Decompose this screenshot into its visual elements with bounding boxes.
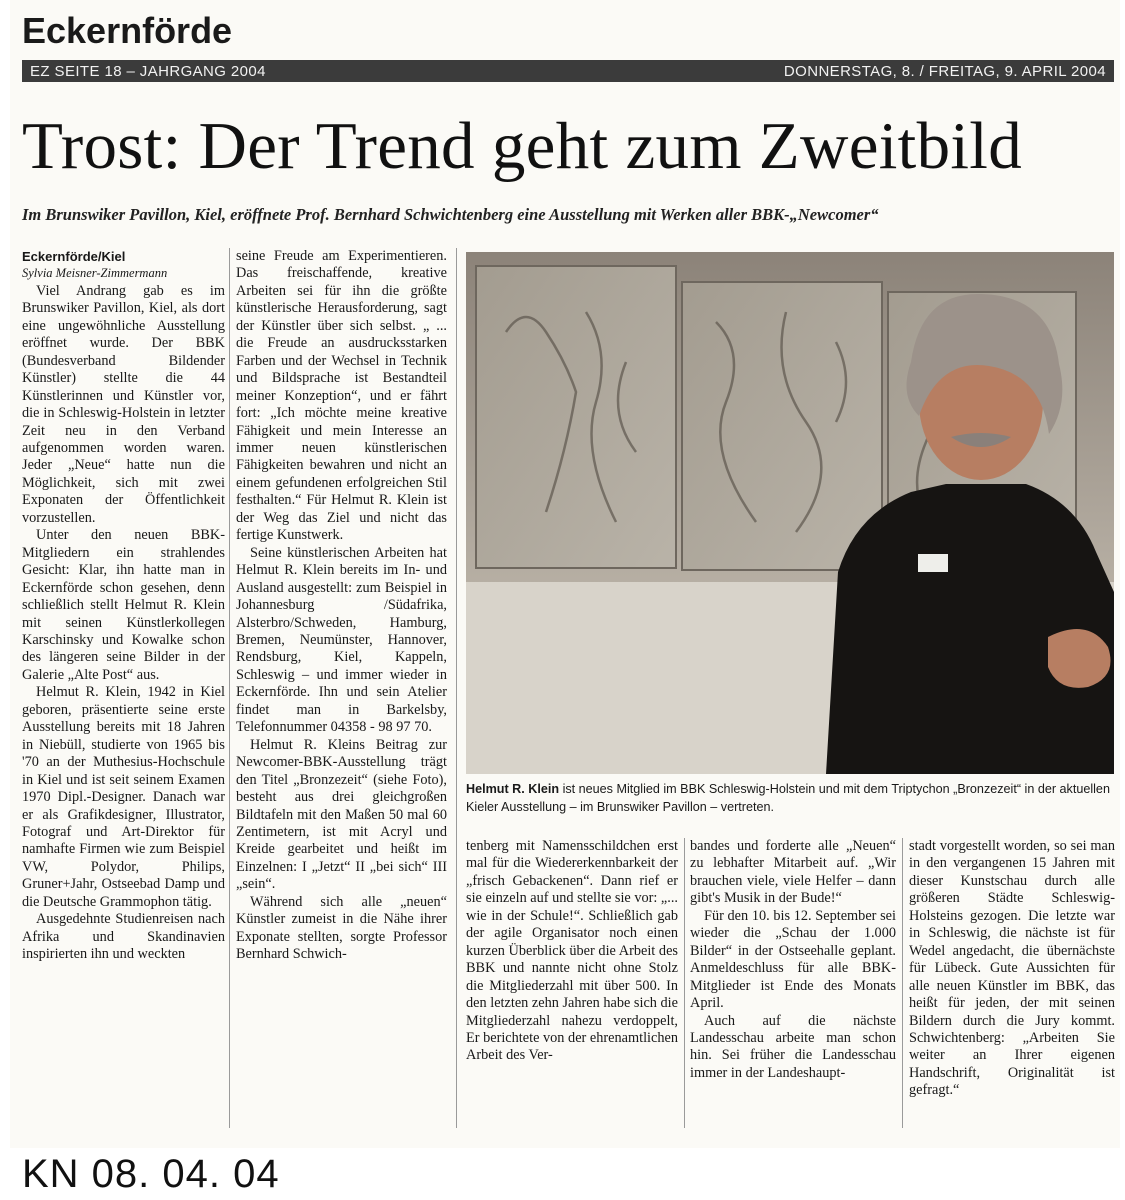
paragraph: Seine künstlerischen Arbeiten hat Helmut R. Klein bereits im In- und Ausland ausgestellt: zum Beispiel in Johannesburg /Südafrika, Alsterbro/Schweden, Hamburg, Bremen, Neumünster, Hannover, Rendsburg, Kiel, Kappeln, Schleswig – und immer wieder in Eckernförde. Ihn und sein Atelier findet man in Barkelsby, Telefonnummer 04358 - 98 97 70.	[236, 544, 447, 736]
issue-info-bar	[22, 60, 1114, 82]
paragraph: Ausgedehnte Studienreisen nach Afrika und Skandinavien inspirierten ihn und weckten	[22, 911, 225, 963]
article-column-2	[236, 248, 447, 964]
column-rule	[229, 248, 230, 1128]
column-rule	[902, 838, 903, 1128]
article-column-3	[466, 838, 678, 1065]
section-title: Eckernförde	[22, 10, 233, 51]
author-byline: Sylvia Meisner-Zimmermann	[22, 266, 168, 281]
paragraph: Helmut R. Klein, 1942 in Kiel geboren, präsentierte seine erste Ausstellung bereits mit 18 Jahren in Niebüll, studierte von 1965 bis '70 an der Muthesius-Hochschule in Kiel und ist seit seinem Examen 1970 Dipl.-Designer. Danach war er als Grafikdesigner, Illustrator, Fotograf und Art-Direktor für namhafte Firmen wie zum Beispiel VW, Polydor, Philips, Gruner+Jahr, Ostseebad Damp und die Deutsche Grammophon tätig.	[22, 684, 225, 910]
paragraph: Unter den neuen BBK-Mitgliedern ein strahlendes Gesicht: Klar, ihn hatte man in Eckernförde schon gesehen, denn schließlich stellt Helmut R. Klein mit seinen Künstlerkollegen Karschinsky und Kowalke schon des längeren seine Bilder in der Galerie „Alte Post“ aus.	[22, 527, 225, 683]
article-column-1	[22, 248, 225, 964]
paragraph: Für den 10. bis 12. September sei wieder die „Schau der 1.000 Bilder“ in der Ostseehalle geplant. Anmeldeschluss für alle BBK-Mitglieder ist Ende des Monats April.	[690, 907, 896, 1012]
column-rule	[456, 248, 457, 1128]
dateline: Eckernförde/Kiel	[22, 249, 126, 264]
photo-helmut-klein-triptych	[466, 252, 1114, 774]
name-badge-icon	[918, 554, 948, 572]
column-rule	[684, 838, 685, 1128]
caption-name: Helmut R. Klein	[466, 782, 560, 796]
article-column-5	[909, 838, 1115, 1100]
paragraph: tenberg mit Namensschildchen erst mal für die Wiedererkennbarkeit der „frisch Gebackenen“. Dann rief er sie einzeln auf und stellte sie vor: „... wie in der Schule!“. Schließlich gab der agile Organisator noch einen kurzen Überblick über die Arbeit des BBK und nannte nicht ohne Stolz die Mitgliederzahl mit über 500. In den letzten zehn Jahren habe sich die Mitgliederzahl nahezu verdoppelt, Er berichtete von der ehrenamtlichen Arbeit des Ver-	[466, 838, 679, 1064]
paragraph: bandes und forderte alle „Neuen“ zu lebhafter Mitarbeit auf. „Wir brauchen viele, viele Helfer – dann gibt's Musik in der Bude!“	[690, 838, 896, 907]
caption-text: ist neues Mitglied im BBK Schleswig-Holstein und mit dem Triptychon „Bronzezeit“ in der aktuellen Kieler Ausstellung – im Brunswiker Pavillon – vertreten.	[466, 782, 1110, 814]
paragraph: Helmut R. Kleins Beitrag zur Newcomer-BBK-Ausstellung trägt den Titel „Bronzezeit“ (siehe Foto), besteht aus drei gleichgroßen Bildtafeln mit den Maßen 50 mal 60 Zentimetern, ist mit Acryl und Kreide gearbeitet und heißt im Einzelnen: I „Jetzt“ II „bei sich“ III „sein“.	[236, 736, 447, 893]
paragraph: Auch auf die nächste Landesschau arbeite man schon hin. Sei früher die Landesschau immer in der Landeshaupt-	[690, 1012, 896, 1081]
paragraph: seine Freude am Experimentieren. Das freischaffende, kreative Arbeiten sei für ihn die größte künstlerische Herausforderung, sagt der Künstler über sich selbst. „ ... die Freude an ausdrucksstarken Farben und der Wechsel in Technik und Bildsprache ist Bestandteil meiner Konzeption“, und er fährt fort: „Ich möchte meine kreative Fähigkeit und mein Interesse an immer neuen künstlerischen Fähigkeiten bewahren und nicht an einem gefundenen erfolgreichen Stil festhalten.“ Für Helmut R. Klein ist der Weg das Ziel und nicht das fertige Kunstwerk.	[236, 248, 447, 544]
paragraph: Während sich alle „neuen“ Künstler zumeist in die Nähe ihrer Exponate stellten, sorgte Professor Bernhard Schwich-	[236, 893, 447, 963]
paragraph: stadt vorgestellt worden, so sei man in den vergangenen 15 Jahren mit dieser Kunstschau durch alle größeren Städte Schleswig-Holsteins gezogen. Die letzte war in Schleswig, die nächste ist für Wedel angedacht, die übernächste für Lübeck. Gute Aussichten für alle neuen Künstler im BBK, das heißt für jeden, der mit seinen Bildern durch die Jury kommt. Schwichtenberg: „Arbeiten Sie weiter an Ihrer eigenen Handschrift, Originalität ist gefragt.“	[909, 838, 1115, 1099]
paragraph: Viel Andrang gab es im Brunswiker Pavillon, Kiel, als dort eine ungewöhnliche Ausstellung eröffnet wurde. Der BBK (Bundesverband Bildender Künstler) stellte die 44 Künstlerinnen und Künstler vor, die in Schleswig-Holstein in letzter Zeit neu in den Verband aufgenommen worden waren. Jeder „Neue“ hatte nun die Möglichkeit, sich mit zwei Exponaten der Öffentlichkeit vorzustellen.	[22, 282, 225, 526]
issue-page-info: EZ SEITE 18 – JAHRGANG 2004	[30, 62, 266, 80]
article-photo	[466, 252, 1114, 774]
headline: Trost: Der Trend geht zum Zweitbild	[22, 109, 1022, 183]
issue-date: DONNERSTAG, 8. / FREITAG, 9. APRIL 2004	[783, 62, 1106, 80]
clipping-source-stamp: KN 08. 04. 04	[22, 1152, 280, 1196]
article-column-4	[690, 838, 896, 1082]
photo-caption	[466, 780, 1114, 816]
subheadline: Im Brunswiker Pavillon, Kiel, eröffnete Prof. Bernhard Schwichtenberg eine Ausstellung mit Werken aller BBK-„Newcomer“	[22, 205, 879, 224]
